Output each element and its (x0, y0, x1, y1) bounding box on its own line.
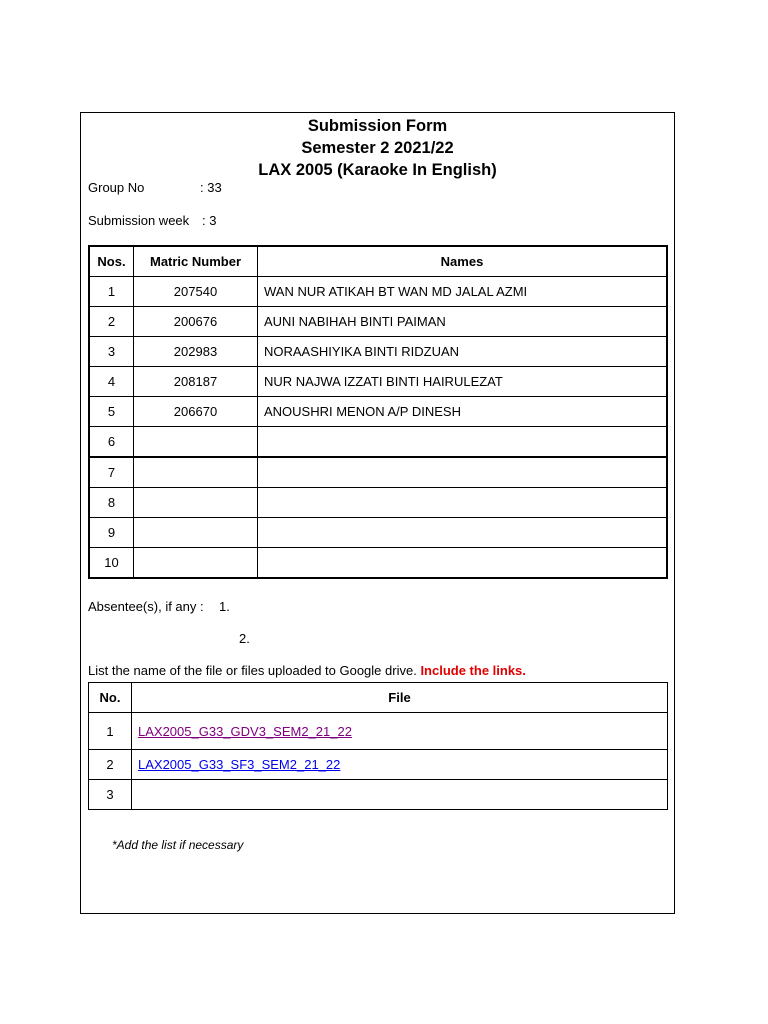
table-row (89, 750, 668, 780)
matric-number (134, 457, 258, 488)
row-number: 5 (89, 397, 134, 427)
group-no-label: Group No (88, 180, 145, 195)
table-row (89, 457, 667, 488)
submission-week-value: : 3 (202, 213, 217, 228)
matric-number (134, 427, 258, 458)
matric-number (134, 488, 258, 518)
group-no-value: : 33 (200, 180, 222, 195)
file-link-gdv3[interactable]: LAX2005_G33_GDV3_SEM2_21_22 (138, 723, 352, 739)
file-cell (132, 713, 668, 750)
table-row (89, 397, 667, 427)
header-matric-number: Matric Number (134, 246, 258, 277)
matric-number (134, 518, 258, 548)
files-instruction-text: List the name of the file or files uploaded to Google drive. (88, 663, 417, 678)
files-header-row (89, 683, 668, 713)
table-row (89, 488, 667, 518)
file-cell (132, 780, 668, 810)
header-nos: Nos. (89, 246, 134, 277)
absentees-label: Absentee(s), if any : (88, 599, 204, 614)
members-header-row (89, 246, 667, 277)
form-title: Submission Form (307, 117, 448, 135)
submission-week-label: Submission week (88, 213, 190, 228)
row-number: 9 (89, 518, 134, 548)
member-name (258, 427, 668, 458)
absentee-item-2: 2. (239, 631, 250, 646)
table-row (89, 277, 667, 307)
row-number: 7 (89, 457, 134, 488)
member-name: NUR NAJWA IZZATI BINTI HAIRULEZAT (258, 367, 668, 397)
header-file: File (132, 683, 668, 713)
member-name (258, 488, 668, 518)
member-name: AUNI NABIHAH BINTI PAIMAN (258, 307, 668, 337)
row-number: 2 (89, 750, 132, 780)
table-row (89, 780, 668, 810)
row-number: 10 (89, 548, 134, 579)
matric-number: 206670 (134, 397, 258, 427)
row-number: 3 (89, 337, 134, 367)
matric-number: 202983 (134, 337, 258, 367)
matric-number: 207540 (134, 277, 258, 307)
table-row (89, 713, 668, 750)
member-name: ANOUSHRI MENON A/P DINESH (258, 397, 668, 427)
row-number: 4 (89, 367, 134, 397)
member-name: WAN NUR ATIKAH BT WAN MD JALAL AZMI (258, 277, 668, 307)
semester-title: Semester 2 2021/22 (301, 139, 454, 157)
table-row (89, 367, 667, 397)
include-links-emphasis: Include the links. (420, 663, 526, 678)
row-number: 8 (89, 488, 134, 518)
course-title: LAX 2005 (Karaoke In English) (258, 161, 497, 179)
add-list-note: *Add the list if necessary (112, 838, 244, 852)
matric-number (134, 548, 258, 579)
files-table (88, 682, 668, 810)
row-number: 3 (89, 780, 132, 810)
file-cell (132, 750, 668, 780)
header-names: Names (258, 246, 668, 277)
header-no: No. (89, 683, 132, 713)
table-row (89, 307, 667, 337)
member-name (258, 457, 668, 488)
table-row (89, 337, 667, 367)
submission-form-page (80, 112, 675, 914)
row-number: 1 (89, 713, 132, 750)
row-number: 2 (89, 307, 134, 337)
table-row (89, 427, 667, 458)
files-instruction (88, 663, 526, 679)
row-number: 1 (89, 277, 134, 307)
file-link-sf3[interactable]: LAX2005_G33_SF3_SEM2_21_22 (138, 757, 341, 772)
member-name (258, 518, 668, 548)
members-table (88, 245, 668, 579)
member-name (258, 548, 668, 579)
member-name: NORAASHIYIKA BINTI RIDZUAN (258, 337, 668, 367)
row-number: 6 (89, 427, 134, 458)
matric-number: 208187 (134, 367, 258, 397)
absentee-item-1: 1. (219, 599, 230, 614)
matric-number: 200676 (134, 307, 258, 337)
table-row (89, 548, 667, 579)
table-row (89, 518, 667, 548)
